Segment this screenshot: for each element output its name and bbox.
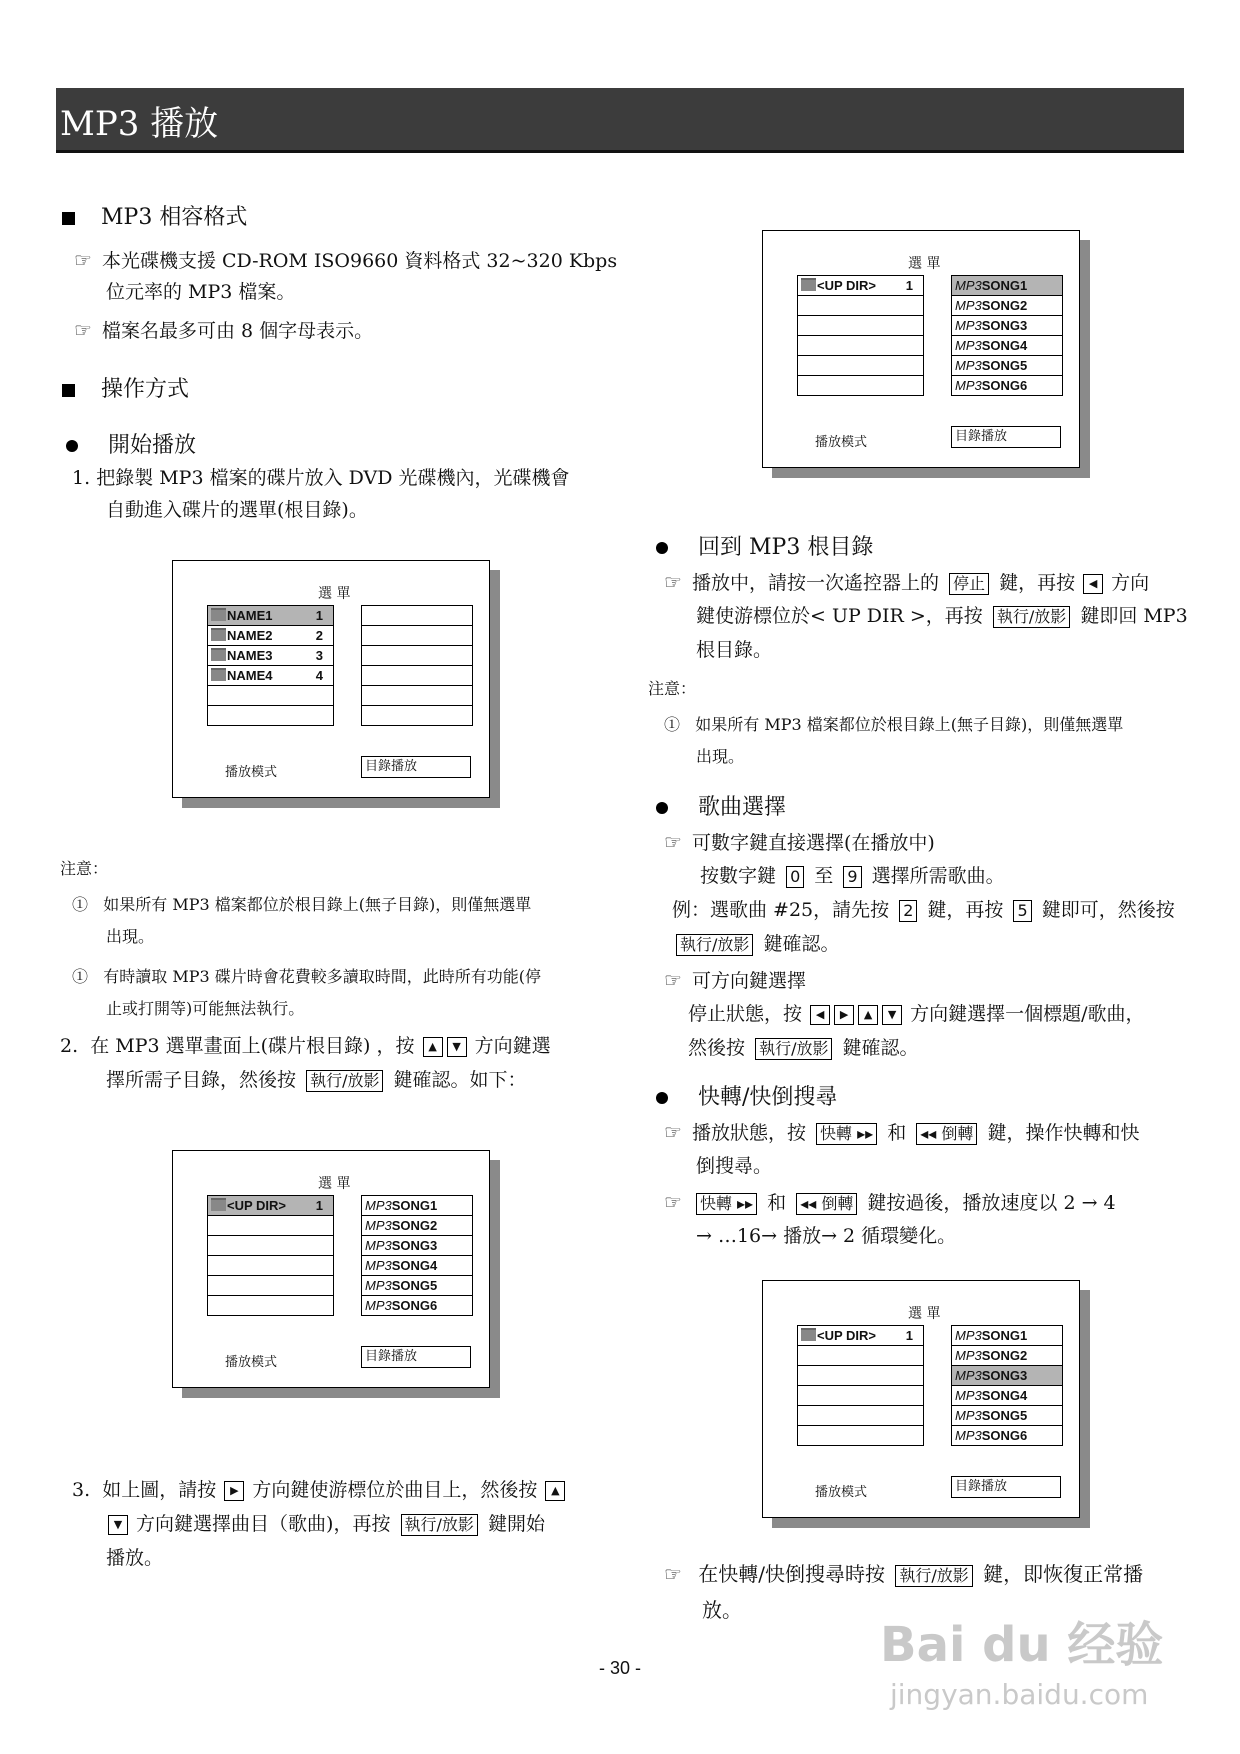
list-item	[362, 646, 472, 666]
song-bullet-1: ☞ 可數字鍵直接選擇(在播放中)	[664, 830, 935, 854]
play-mode-label: 播放模式	[815, 1485, 868, 1500]
left-arrow-key[interactable]: ◀	[810, 1005, 830, 1025]
list-item[interactable]: MP3SONG2	[952, 1346, 1062, 1366]
list-item[interactable]: MP3SONG6	[955, 378, 1028, 393]
resume-line-1: ☞ 在快轉/快倒搜尋時按 執行/放影 鍵，即恢復正常播	[664, 1562, 1144, 1586]
step-2-cont: 擇所需子目錄，然後按 執行/放影 鍵確認。如下：	[106, 1069, 527, 1091]
menu-screen-root: 選 單 NAME1 1 NAME2 2 NAME3 3 NAME4 4 播放模式 目錄播放	[172, 560, 490, 798]
play-mode-label: 播放模式	[225, 1355, 278, 1370]
step-3: 3. 如上圖，請按 ▶ 方向鍵使游標位於曲目上，然後按 ▲	[72, 1474, 567, 1507]
step-3-cont2: 播放。	[106, 1547, 164, 1569]
list-item[interactable]: MP3SONG5	[952, 356, 1062, 376]
list-item[interactable]: MP3SONG5	[952, 1406, 1062, 1426]
list-item	[798, 336, 923, 356]
square-bullet-icon	[62, 384, 75, 397]
right-note-1-cont: 出現。	[696, 747, 745, 766]
song-bullet-1-cont: 按數字鍵 0 至 9 選擇所需歌曲。	[700, 865, 1005, 887]
step-1: 1. 把錄製 MP3 檔案的碟片放入 DVD 光碟機內，光碟機會	[72, 467, 570, 489]
right-arrow-key[interactable]: ▶	[834, 1005, 854, 1025]
list-item	[208, 1276, 333, 1296]
down-arrow-key[interactable]: ▼	[108, 1515, 128, 1535]
return-line-3: 根目錄。	[696, 639, 773, 661]
digit-2-key[interactable]: 2	[899, 900, 917, 922]
list-item[interactable]: MP3SONG5	[362, 1276, 472, 1296]
up-arrow-key[interactable]: ▲	[545, 1481, 565, 1501]
list-item[interactable]: MP3SONG3	[952, 1366, 1062, 1386]
list-item	[798, 1406, 923, 1426]
list-item[interactable]: NAME3 3	[208, 646, 333, 666]
list-item	[798, 316, 923, 336]
return-line-1: ☞ 播放中，請按一次遙控器上的 停止 鍵，再按 ◀ 方向	[664, 570, 1150, 594]
list-item	[798, 1426, 923, 1446]
step-2: 2. 在 MP3 選單畫面上(碟片根目錄) ，按 ▲ ▼ 方向鍵選	[60, 1035, 551, 1057]
example-line-2: 執行/放影 鍵確認。	[672, 928, 839, 961]
step-1-cont: 自動進入碟片的選單(根目錄)。	[106, 499, 368, 521]
pointing-hand-icon: ☞	[664, 968, 682, 992]
dir-play-label[interactable]: 目錄播放	[951, 1476, 1061, 1498]
dir-play-label[interactable]: 目錄播放	[951, 426, 1061, 448]
subheading-return-root: 回到 MP3 根目錄	[656, 530, 873, 561]
right-arrow-key[interactable]: ▶	[224, 1481, 244, 1501]
list-item	[208, 1296, 333, 1316]
list-item[interactable]: MP3SONG1	[952, 1326, 1062, 1346]
list-item[interactable]: MP3SONG2	[362, 1216, 472, 1236]
stop-key[interactable]: 停止	[949, 573, 989, 595]
song-list	[361, 1195, 473, 1316]
list-item[interactable]: <UP DIR> 1	[798, 1326, 923, 1346]
digit-9-key[interactable]: 9	[843, 866, 861, 888]
baidu-watermark-logo: Bai du 经验	[880, 1617, 1164, 1673]
pointing-hand-icon: ☞	[664, 830, 682, 854]
fast-forward-key[interactable]: 快轉 ▸▸	[816, 1123, 877, 1145]
play-key[interactable]: 執行/放影	[401, 1514, 478, 1536]
down-arrow-key[interactable]: ▼	[882, 1005, 902, 1025]
list-item[interactable]: MP3SONG4	[952, 1386, 1062, 1406]
format-bullet-1-cont: 位元率的 MP3 檔案。	[106, 281, 296, 303]
list-item	[362, 606, 472, 626]
song-bullet-2-cont: 停止狀態，按 ◀ ▶ ▲ ▼ 方向鍵選擇一個標題/歌曲，	[688, 1003, 1145, 1025]
dir-play-label[interactable]: 目錄播放	[361, 1346, 471, 1368]
example-line-1: 例：選歌曲 #25，請先按 2 鍵，再按 5 鍵即可，然後按	[672, 899, 1175, 921]
folder-icon	[801, 278, 816, 291]
list-item[interactable]: NAME4 4	[208, 666, 333, 686]
song-bullet-2-cont2: 然後按 執行/放影 鍵確認。	[688, 1037, 919, 1059]
rewind-key[interactable]: ◂◂ 倒轉	[796, 1193, 857, 1215]
list-item	[208, 1236, 333, 1256]
menu-screen-subdir: 選 單 <UP DIR> 1 MP3SONG1 MP3SONG2 MP3SONG3 MP3SONG4 MP3SONG5 MP3SONG6 播放模式 目錄播放	[172, 1150, 490, 1388]
list-item[interactable]: <UP DIR> 1	[208, 1196, 333, 1216]
format-bullet-1: ☞ 本光碟機支援 CD-ROM ISO9660 資料格式 32~320 Kbps	[74, 248, 618, 272]
format-bullet-2: ☞ 檔案名最多可由 8 個字母表示。	[74, 318, 374, 342]
page-number: - 30 -	[598, 1658, 641, 1678]
section-heading-format: MP3 相容格式	[62, 200, 247, 231]
note-label: 注意：	[648, 679, 697, 698]
file-list	[361, 605, 473, 726]
note-2-cont: 止或打開等)可能無法執行。	[106, 999, 305, 1018]
fast-forward-key[interactable]: 快轉 ▸▸	[696, 1193, 757, 1215]
pointing-hand-icon: ☞	[74, 318, 92, 342]
list-item	[362, 666, 472, 686]
list-item	[208, 686, 333, 706]
digit-5-key[interactable]: 5	[1013, 900, 1031, 922]
list-item[interactable]: NAME2 2	[208, 626, 333, 646]
return-line-2: 鍵使游標位於< UP DIR >，再按 執行/放影 鍵即回 MP3	[696, 605, 1188, 627]
ff-bullet-2-cont: → …16→ 播放→ 2 循環變化。	[696, 1225, 957, 1247]
ff-bullet-1: ☞ 播放狀態，按 快轉 ▸▸ 和 ◂◂ 倒轉 鍵，操作快轉和快	[664, 1120, 1140, 1144]
play-key[interactable]: 執行/放影	[993, 606, 1070, 628]
list-item	[208, 1216, 333, 1236]
folder-icon	[211, 628, 226, 641]
rewind-key[interactable]: ◂◂ 倒轉	[916, 1123, 977, 1145]
list-item	[362, 626, 472, 646]
song-list	[951, 1325, 1063, 1446]
list-item[interactable]: MP3SONG1	[362, 1196, 472, 1216]
resume-line-2: 放。	[702, 1598, 742, 1622]
list-item	[362, 706, 472, 726]
pointing-hand-icon: ☞	[664, 1562, 682, 1586]
list-item[interactable]: MP3SONG6	[955, 1428, 1028, 1443]
pointing-hand-icon: ☞	[664, 1120, 682, 1144]
list-item[interactable]: MP3SONG4	[362, 1256, 472, 1276]
list-item[interactable]: MP3SONG3	[362, 1236, 472, 1256]
note-label: 注意：	[60, 859, 109, 878]
song-list	[951, 275, 1063, 396]
step-3-cont: ▼ 方向鍵選擇曲目（歌曲)，再按 執行/放影 鍵開始	[106, 1508, 545, 1541]
subheading-song-select: 歌曲選擇	[656, 790, 786, 821]
up-arrow-key[interactable]: ▲	[858, 1005, 878, 1025]
subheading-ff-rew: 快轉/快倒搜尋	[656, 1080, 837, 1111]
round-bullet-icon	[656, 542, 668, 554]
list-item[interactable]: MP3SONG4	[952, 336, 1062, 356]
folder-icon	[211, 1198, 226, 1211]
round-bullet-icon	[656, 1092, 668, 1104]
folder-icon	[211, 668, 226, 681]
title-bar	[56, 88, 1184, 153]
square-bullet-icon	[62, 212, 75, 225]
folder-icon	[211, 608, 226, 621]
play-key[interactable]: 執行/放影	[306, 1070, 383, 1092]
pointing-hand-icon: ☞	[74, 248, 92, 272]
list-item	[208, 706, 333, 726]
down-arrow-key[interactable]: ▼	[447, 1037, 467, 1057]
list-item[interactable]: <UP DIR> 1	[798, 276, 923, 296]
round-bullet-icon	[66, 440, 78, 452]
right-note-1: ① 如果所有 MP3 檔案都位於根目錄上(無子目錄)，則僅無選單	[664, 715, 1124, 734]
dir-play-label[interactable]: 目錄播放	[361, 756, 471, 778]
menu-screen-songs-bottom: 選 單 <UP DIR> 1 MP3SONG1 MP3SONG2 MP3SONG3 MP3SONG4 MP3SONG5 MP3SONG6 播放模式 目錄播放	[762, 1280, 1080, 1518]
list-item	[208, 1256, 333, 1276]
circled-one-icon: ①	[72, 895, 89, 914]
play-key[interactable]: 執行/放影	[676, 934, 753, 956]
circled-one-icon: ①	[72, 967, 89, 986]
play-key[interactable]: 執行/放影	[755, 1038, 832, 1060]
list-item	[798, 296, 923, 316]
up-arrow-key[interactable]: ▲	[423, 1037, 443, 1057]
ff-bullet-2: ☞ 快轉 ▸▸ 和 ◂◂ 倒轉 鍵按過後，播放速度以 2 → 4	[664, 1190, 1116, 1214]
folder-icon	[211, 648, 226, 661]
list-item	[798, 376, 923, 396]
folder-list	[797, 275, 924, 396]
list-item[interactable]: MP3SONG6	[365, 1298, 438, 1313]
menu-screen-songs-top: 選 單 <UP DIR> 1 MP3SONG1 MP3SONG2 MP3SONG3 MP3SONG4 MP3SONG5 MP3SONG6 播放模式 目錄播放	[762, 230, 1080, 468]
note-1: ① 如果所有 MP3 檔案都位於根目錄上(無子目錄)，則僅無選單	[72, 895, 532, 914]
list-item[interactable]: MP3SONG1	[952, 276, 1062, 296]
digit-0-key[interactable]: 0	[786, 866, 804, 888]
page-title: MP3 播放	[60, 104, 219, 144]
round-bullet-icon	[656, 802, 668, 814]
baidu-watermark-url: jingyan.baidu.com	[890, 1678, 1149, 1711]
song-bullet-2: ☞ 可方向鍵選擇	[664, 968, 806, 992]
pointing-hand-icon: ☞	[664, 1190, 682, 1214]
folder-list	[207, 1195, 334, 1316]
left-arrow-key[interactable]: ◀	[1083, 574, 1103, 594]
note-1-cont: 出現。	[106, 927, 155, 946]
note-2: ① 有時讀取 MP3 碟片時會花費較多讀取時間，此時所有功能(停	[72, 967, 542, 986]
list-item	[798, 1386, 923, 1406]
list-item	[362, 686, 472, 706]
play-key[interactable]: 執行/放影	[895, 1565, 972, 1587]
circled-one-icon: ①	[664, 715, 681, 734]
list-item	[798, 1366, 923, 1386]
folder-list	[797, 1325, 924, 1446]
folder-icon	[801, 1328, 816, 1341]
list-item[interactable]: MP3SONG2	[952, 296, 1062, 316]
subheading-start-play: 開始播放	[66, 428, 196, 459]
list-item	[798, 1346, 923, 1366]
list-item[interactable]: MP3SONG3	[952, 316, 1062, 336]
ff-bullet-1-cont: 倒搜尋。	[696, 1155, 773, 1177]
list-item[interactable]: NAME1 1	[208, 606, 333, 626]
play-mode-label: 播放模式	[815, 435, 868, 450]
section-heading-operation: 操作方式	[62, 372, 189, 403]
list-item	[798, 356, 923, 376]
pointing-hand-icon: ☞	[664, 570, 682, 594]
folder-list	[207, 605, 334, 726]
play-mode-label: 播放模式	[225, 765, 278, 780]
